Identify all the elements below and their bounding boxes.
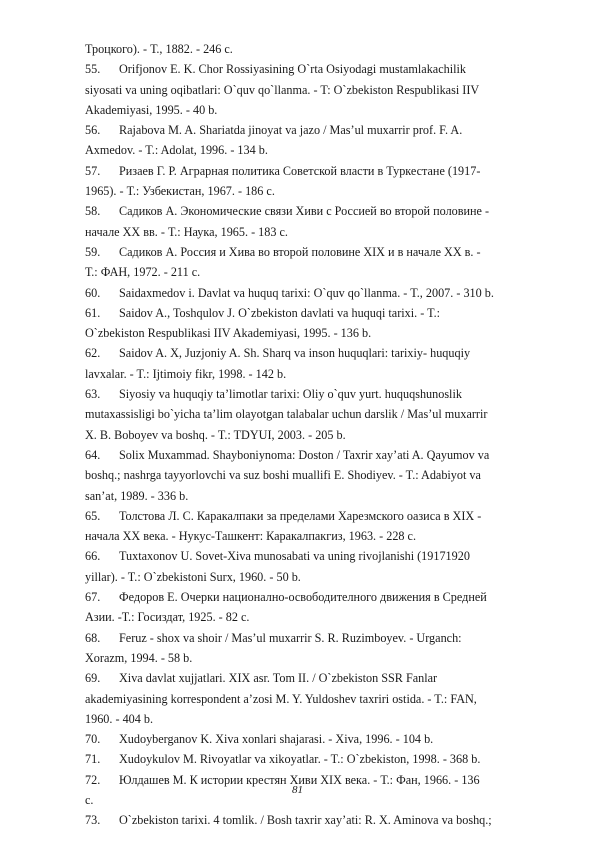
- entry-text: Tuxtaxonov U. Sovet-Xiva munosabati va uning rivojlanishi (19171920: [119, 549, 470, 564]
- entry-text: Axmedov. - T.: Adolat, 1996. - 134 b.: [85, 143, 268, 158]
- entry-number: 72.: [85, 772, 101, 787]
- bibliography-line: [85, 39, 560, 59]
- entry-text: Троцкого). - Т., 1882. - 246 с.: [85, 42, 233, 56]
- entry-text: Feruz - shox va shoir / Mas’ul muxarrir S. R. Ruzimboyev. - Urganch:: [119, 630, 462, 645]
- entry-number: 63.: [85, 387, 101, 402]
- bibliography-line: [85, 709, 560, 729]
- entry-text: lavxalar. - T.: Ijtimoiy fikr, 1998. - 142 b.: [85, 366, 287, 381]
- entry-text: Akademiyasi, 1995. - 40 b.: [85, 102, 218, 117]
- entry-number: 58.: [85, 204, 101, 219]
- entry-text: Юлдашев М. К истории крестян Хиви ХIХ века. - Т.: Фан, 1966. - 136: [119, 772, 480, 787]
- bibliography-entry-start: [85, 283, 560, 303]
- entry-number: 62.: [85, 346, 101, 361]
- entry-number: 59.: [85, 244, 101, 259]
- entry-number: 67.: [85, 590, 101, 605]
- entry-text: O`zbekiston tarixi. 4 tomlik. / Bosh taxrir xay’ati: R. X. Aminova va boshq.;: [119, 813, 492, 828]
- bibliography-line: [85, 140, 560, 160]
- entry-number: 60.: [85, 285, 101, 300]
- bibliography-entry-start: [85, 343, 560, 363]
- entry-number: 55.: [85, 62, 101, 77]
- entry-text: Siyosiy va huquqiy ta’limotlar tarixi: Oliy o`quv yurt. huquqshunoslik: [119, 387, 462, 402]
- entry-text: Saidaxmedov i. Davlat va huquq tarixi: O`quv qo`llanma. - T., 2007. - 310 b.: [119, 285, 494, 300]
- entry-number: 65.: [85, 508, 101, 523]
- bibliography-line: [85, 526, 560, 546]
- bibliography-entry-start: [85, 749, 560, 769]
- bibliography-line: [85, 222, 560, 242]
- bibliography-entry-start: [85, 303, 560, 323]
- entry-text: Толстова Л. С. Каракалпаки за пределами Харезмского оазиса в XIX -: [119, 508, 482, 523]
- entry-number: 61.: [85, 305, 101, 320]
- bibliography-line: [85, 648, 560, 668]
- entry-text: Садиков А. Экономические связи Хиви с Россией во второй половине -: [119, 204, 490, 219]
- bibliography-entry-start: [85, 201, 560, 221]
- bibliography-entry-start: [85, 445, 560, 465]
- entry-text: O`zbekiston Respublikasi IIV Akademiyasi, 1995. - 136 b.: [85, 326, 372, 341]
- bibliography-entry-start: [85, 120, 560, 140]
- entry-text: 1965). - Т.: Узбекистан, 1967. - 186 с.: [85, 184, 275, 199]
- entry-text: X. B. Boboyev va boshq. - T.: TDYUI, 2003. - 205 b.: [85, 427, 346, 442]
- bibliography-line: [85, 100, 560, 120]
- bibliography-line: [85, 262, 560, 282]
- bibliography-entry-start: [85, 242, 560, 262]
- entry-text: Ризаев Г. Р. Аграрная политика Советской власти в Туркестане (1917-: [119, 163, 481, 178]
- entry-text: siyosati va uning oqibatlari: O`quv qo`llanma. - T: O`zbekiston Respublikasi IIV: [85, 82, 480, 97]
- entry-text: Rajabova M. A. Shariatda jinoyat va jazo / Mas’ul muxarrir prof. F. A.: [119, 123, 463, 138]
- entry-text: Xorazm, 1994. - 58 b.: [85, 650, 193, 665]
- bibliography-entry-start: [85, 668, 560, 688]
- entry-text: Азии. -Т.: Госиздат, 1925. - 82 с.: [85, 610, 250, 625]
- bibliography-line: [85, 323, 560, 343]
- entry-text: Solix Muxammad. Shayboniynoma: Doston / Taxrir xay’ati A. Qayumov va: [119, 447, 490, 462]
- bibliography-line: [85, 607, 560, 627]
- entry-text: 1960. - 404 b.: [85, 711, 154, 726]
- bibliography-line: [85, 364, 560, 384]
- bibliography-line: [85, 181, 560, 201]
- entry-number: 56.: [85, 123, 101, 138]
- entry-number: 71.: [85, 752, 101, 767]
- bibliography-entry-start: [85, 546, 560, 566]
- entry-text: Т.: ФАН, 1972. - 211 с.: [85, 265, 201, 280]
- bibliography-line: [85, 80, 560, 100]
- entry-text: Saidov A. X, Juzjoniy A. Sh. Sharq va inson huquqlari: tarixiy- huquqiy: [119, 346, 471, 361]
- entry-text: Orifjonov E. K. Chor Rossiyasining O`rta Osiyodagi mustamlakachilik: [119, 62, 466, 77]
- entry-text: Xudoyberganov K. Xiva xonlari shajarasi. - Xiva, 1996. - 104 b.: [119, 732, 434, 747]
- bibliography-entry-start: [85, 729, 560, 749]
- bibliography-line: [85, 567, 560, 587]
- entry-text: Федоров Е. Очерки национално-освободителного движения в Средней: [119, 590, 487, 605]
- bibliography-line: [85, 425, 560, 445]
- bibliography-entry-start: [85, 810, 560, 830]
- bibliography-line: [85, 404, 560, 424]
- bibliography-line: [85, 689, 560, 709]
- entry-text: Saidov A., Toshqulov J. O`zbekiston davlati va huquqi tarixi. - T.:: [119, 305, 441, 320]
- bibliography-line: [85, 486, 560, 506]
- bibliography-list: [85, 39, 560, 831]
- entry-text: yillar). - T.: O`zbekistoni Surx, 1960. - 50 b.: [85, 569, 301, 584]
- bibliography-entry-start: [85, 628, 560, 648]
- entry-text: начала ХХ века. - Нукус-Ташкент: Каракалпакгиз, 1963. - 228 с.: [85, 529, 417, 544]
- bibliography-entry-start: [85, 59, 560, 79]
- page-number: 81: [292, 784, 303, 796]
- entry-number: 66.: [85, 549, 101, 564]
- entry-number: 64.: [85, 447, 101, 462]
- bibliography-entry-start: [85, 506, 560, 526]
- entry-number: 73.: [85, 813, 101, 828]
- entry-text: Садиков А. Россия и Хива во второй половине ХIХ и в начале ХХ в. -: [119, 244, 481, 259]
- entry-text: Xudoykulov M. Rivoyatlar va xikoyatlar. - T.: O`zbekiston, 1998. - 368 b.: [119, 752, 481, 767]
- entry-text: mutaxassisligi bo`yicha ta’lim olayotgan talabalar uchun darslik / Mas’ul muxarrir: [85, 407, 488, 422]
- entry-text: Xiva davlat xujjatlari. XIX asr. Tom II. / O`zbekiston SSR Fanlar: [119, 671, 438, 686]
- entry-text: san’at, 1989. - 336 b.: [85, 488, 189, 503]
- entry-text: boshq.; nashrga tayyorlovchi va suz boshi muallifi E. Shodiyev. - T.: Adabiyot va: [85, 468, 481, 483]
- bibliography-line: [85, 465, 560, 485]
- entry-number: 69.: [85, 671, 101, 686]
- entry-text: akademiyasining korrespondent a’zosi M. Y. Yuldoshev taxriri ostida. - T.: FAN,: [85, 691, 477, 706]
- entry-number: 70.: [85, 732, 101, 747]
- bibliography-entry-start: [85, 384, 560, 404]
- bibliography-entry-start: [85, 587, 560, 607]
- entry-number: 57.: [85, 163, 101, 178]
- bibliography-entry-start: [85, 161, 560, 181]
- entry-number: 68.: [85, 630, 101, 645]
- entry-text: начале ХХ вв. - Т.: Наука, 1965. - 183 с.: [85, 224, 288, 239]
- entry-text: с.: [85, 792, 94, 807]
